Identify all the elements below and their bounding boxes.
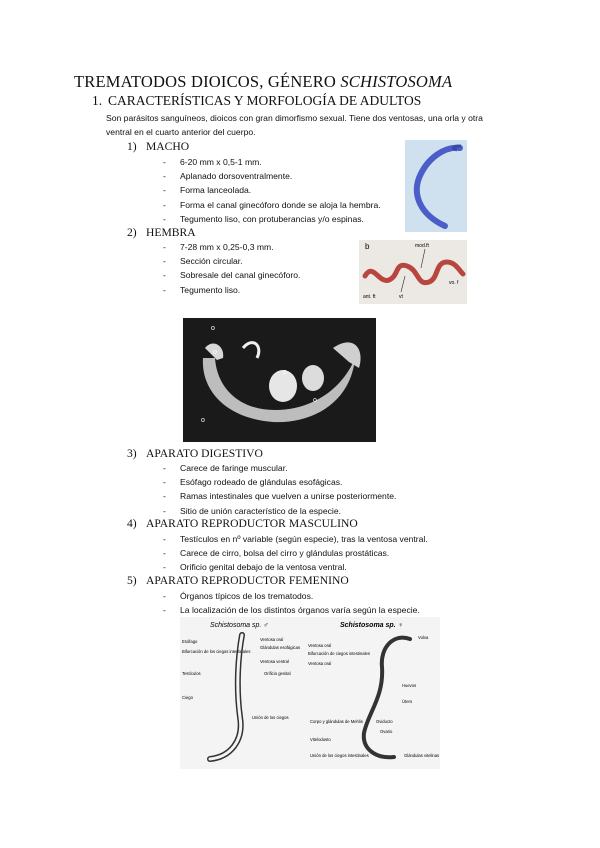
page-title <box>74 72 452 92</box>
macho-list <box>163 155 381 226</box>
list-item: - Órganos típicos de los trematodos. <box>163 589 420 603</box>
diagram-label: Orificio genital <box>264 671 291 676</box>
macho-title: MACHO <box>146 140 190 153</box>
digestivo-number: 3) <box>127 447 137 460</box>
diagram-label: Útero <box>402 699 413 704</box>
femenino-heading <box>127 574 349 587</box>
digestivo-list <box>163 461 396 518</box>
macho-photo <box>405 140 467 232</box>
diagram-label: Glándulas vitelinas <box>404 753 440 758</box>
digestivo-heading <box>127 447 263 460</box>
diagram-label: Ovario <box>380 729 393 734</box>
diagram-label: Oviducto <box>376 719 393 724</box>
fig-label-top: mod.ft <box>415 243 429 249</box>
diagram-label: Corpo y glándulas de Mehlis <box>310 719 363 724</box>
diagram-label: Ciego <box>182 695 193 700</box>
list-item: - Sitio de unión característico de la especie. <box>163 504 396 518</box>
femenino-list <box>163 589 420 617</box>
diagram-right-title: Schistosoma sp. ♀ <box>340 622 403 629</box>
hembra-heading <box>127 226 196 239</box>
section-title: CARACTERÍSTICAS Y MORFOLOGÍA DE ADULTOS <box>108 93 422 108</box>
macho-number: 1) <box>127 140 137 153</box>
diagram-label: Bifurcación de los ciegos intestinales <box>182 649 251 654</box>
anatomy-diagrams <box>180 617 440 769</box>
list-item: - La localización de los distintos órganos varía según la especie. <box>163 603 420 617</box>
fig-label-bottom: vt <box>399 294 403 300</box>
list-item: - 6-20 mm x 0,5-1 mm. <box>163 155 381 169</box>
diagram-label: Huevos <box>402 683 417 688</box>
sem-female-loop <box>302 365 324 391</box>
list-item: - Carece de cirro, bolsa del cirro y glándulas prostáticas. <box>163 546 428 560</box>
intro-paragraph: Son parásitos sanguíneos, dioicos con gran dimorfismo sexual. Tiene dos ventosas, una orla y otra ventral en el cuarto anterior del cuerpo. <box>106 113 483 137</box>
hembra-photo <box>359 240 467 304</box>
diagram-label: Testículos <box>182 671 201 676</box>
list-item: - Carece de faringe muscular. <box>163 461 396 475</box>
section-number: 1. <box>92 93 103 108</box>
sem-label: o <box>283 369 287 376</box>
list-item: - Esófago rodeado de glándulas esofágicas. <box>163 475 396 489</box>
masculino-number: 4) <box>127 517 137 530</box>
femenino-number: 5) <box>127 574 137 587</box>
list-item: - Aplanado dorsoventralmente. <box>163 169 381 183</box>
diagram-label: Vitelodusto <box>310 737 331 742</box>
list-item: - Tegumento liso, con protuberancias y/o espinas. <box>163 212 381 226</box>
title-genus: SCHISTOSOMA <box>340 72 453 91</box>
masculino-list <box>163 532 428 575</box>
fig-label-right: vo. f <box>449 280 459 286</box>
list-item: - Forma el canal ginecóforo donde se aloja la hembra. <box>163 198 381 212</box>
list-item: - Sobresale del canal ginecóforo. <box>163 268 300 282</box>
diagram-label: Unión de los ciegos <box>252 715 289 720</box>
hembra-list <box>163 240 300 297</box>
diagram-label: Glándulas esofágicas <box>260 645 301 650</box>
masculino-title: APARATO REPRODUCTOR MASCULINO <box>146 517 358 530</box>
macho-heading <box>127 140 189 153</box>
diagram-label: Ventosa oral <box>260 637 284 642</box>
sem-label: o <box>201 417 205 424</box>
masculino-heading <box>127 517 358 530</box>
fig-label-panel: b <box>365 242 370 251</box>
list-item: - Forma lanceolada. <box>163 183 381 197</box>
sem-label: o <box>313 397 317 404</box>
list-item: - Sección circular. <box>163 254 300 268</box>
section-heading <box>92 93 421 109</box>
diagram-left-title: Schistosoma sp. ♂ <box>210 622 269 629</box>
diagram-bg <box>180 617 440 769</box>
list-item: - Ramas intestinales que vuelven a unirse posteriormente. <box>163 489 396 503</box>
diagram-label: Bifurcación de ciegos intestinales <box>308 651 370 656</box>
hembra-title: HEMBRA <box>146 226 196 239</box>
list-item: - Orificio genital debajo de la ventosa ventral. <box>163 560 428 574</box>
sem-label: o <box>211 325 215 332</box>
diagram-label: Unión de los ciegos intestinales <box>310 753 369 758</box>
diagram-label: Esófago <box>182 639 198 644</box>
fig-label-left: ant. ft <box>363 294 376 300</box>
digestivo-title: APARATO DIGESTIVO <box>146 447 263 460</box>
title-text: TREMATODOS DIOICOS, GÉNERO <box>74 72 341 91</box>
diagram-label: Ventosa ventral <box>260 659 289 664</box>
diagram-label: Vulva <box>418 635 429 640</box>
sem-label: o <box>213 349 217 356</box>
hembra-number: 2) <box>127 226 137 239</box>
sem-micrograph <box>183 318 376 442</box>
list-item: - 7-28 mm x 0,25-0,3 mm. <box>163 240 300 254</box>
list-item: - Tegumento liso. <box>163 283 300 297</box>
list-item: - Testículos en nº variable (según especie), tras la ventosa ventral. <box>163 532 428 546</box>
femenino-title: APARATO REPRODUCTOR FEMENINO <box>146 574 349 587</box>
diagram-label: Ventosa oral <box>308 661 332 666</box>
diagram-label: Ventosa oral <box>308 643 332 648</box>
